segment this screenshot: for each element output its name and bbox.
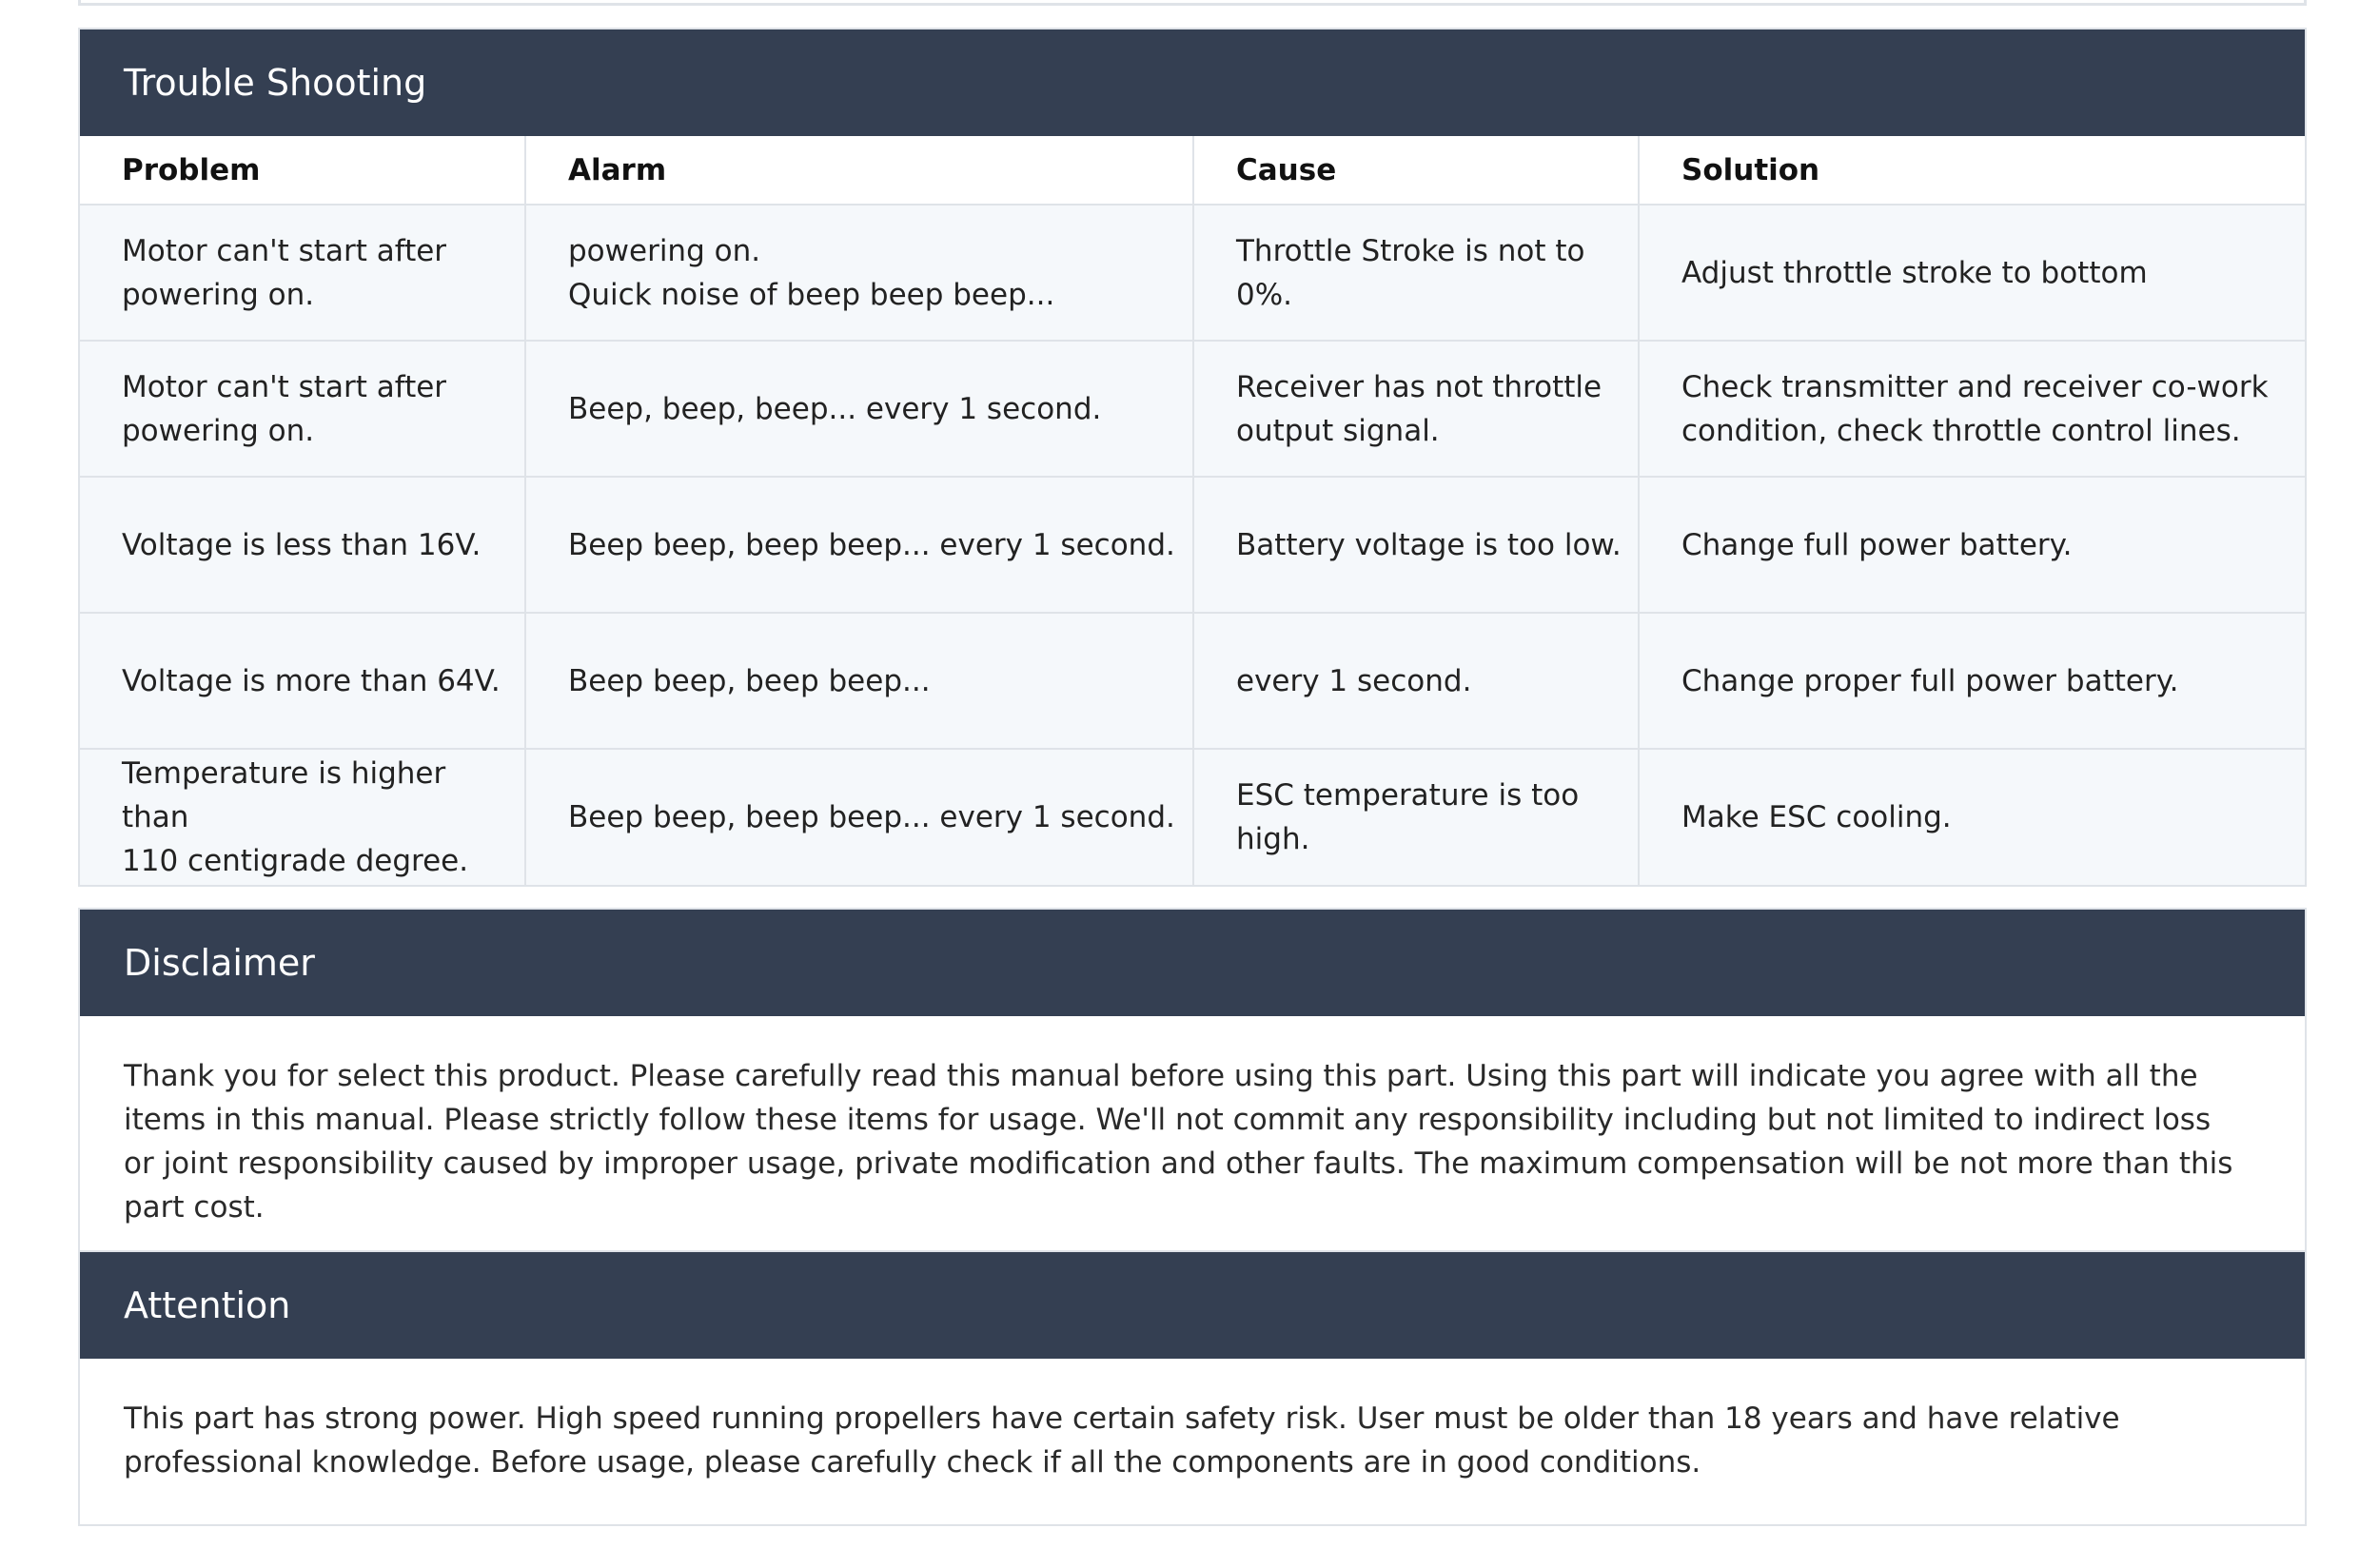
column-header-problem: Problem [80,136,525,205]
table-row [80,341,2305,477]
cell-cause: Throttle Stroke is not to 0%. [1193,205,1639,341]
attention-text: This part has strong power. High speed running propellers have certain safety risk. User must be older than 18 years and have relative professional knowledge. Before usage, please carefully check if all the components are in good conditions. [124,1401,2120,1480]
cell-solution: Change full power battery. [1639,477,2305,613]
section-title: Attention [80,1252,2305,1359]
cell-problem: Motor can't start after powering on. [80,205,525,341]
cell-solution: Make ESC cooling. [1639,749,2305,885]
section-title: Disclaimer [80,910,2305,1016]
disclaimer-text: Thank you for select this product. Please carefully read this manual before using this part. Using this part will indicate you agree with all the items in this manual. Please strictly follow these items for usage. We'll not commit any responsibility including but not limited to indirect loss or joint responsibility caused by improper usage, private modification and other faults. The maximum compensation will be not more than this part cost. [124,1059,2233,1225]
cell-cause: Battery voltage is too low. [1193,477,1639,613]
disclaimer-section [78,908,2307,1271]
cell-solution: Change proper full power battery. [1639,613,2305,749]
cell-alarm: Beep beep, beep beep... every 1 second. [525,477,1193,613]
cell-cause: Receiver has not throttle output signal. [1193,341,1639,477]
cell-solution: Check transmitter and receiver co-work condition, check throttle control lines. [1639,341,2305,477]
column-header-solution: Solution [1639,136,2305,205]
cell-solution: Adjust throttle stroke to bottom [1639,205,2305,341]
table-header-row [80,136,2305,205]
cell-problem: Temperature is higher than 110 centigrade degree. [80,749,525,885]
column-header-alarm: Alarm [525,136,1193,205]
cell-cause: every 1 second. [1193,613,1639,749]
cell-problem: Motor can't start after powering on. [80,341,525,477]
table-row [80,477,2305,613]
cell-alarm: Beep, beep, beep... every 1 second. [525,341,1193,477]
trouble-shooting-table [80,136,2305,885]
table-row [80,749,2305,885]
cell-cause: ESC temperature is too high. [1193,749,1639,885]
attention-section [78,1250,2307,1526]
previous-section-edge [78,0,2307,6]
cell-problem: Voltage is less than 16V. [80,477,525,613]
table-row [80,613,2305,749]
trouble-shooting-section [78,28,2307,887]
table-row [80,205,2305,341]
cell-alarm: powering on. Quick noise of beep beep beep... [525,205,1193,341]
section-title: Trouble Shooting [80,29,2305,136]
column-header-cause: Cause [1193,136,1639,205]
cell-alarm: Beep beep, beep beep... [525,613,1193,749]
cell-alarm: Beep beep, beep beep... every 1 second. [525,749,1193,885]
cell-problem: Voltage is more than 64V. [80,613,525,749]
